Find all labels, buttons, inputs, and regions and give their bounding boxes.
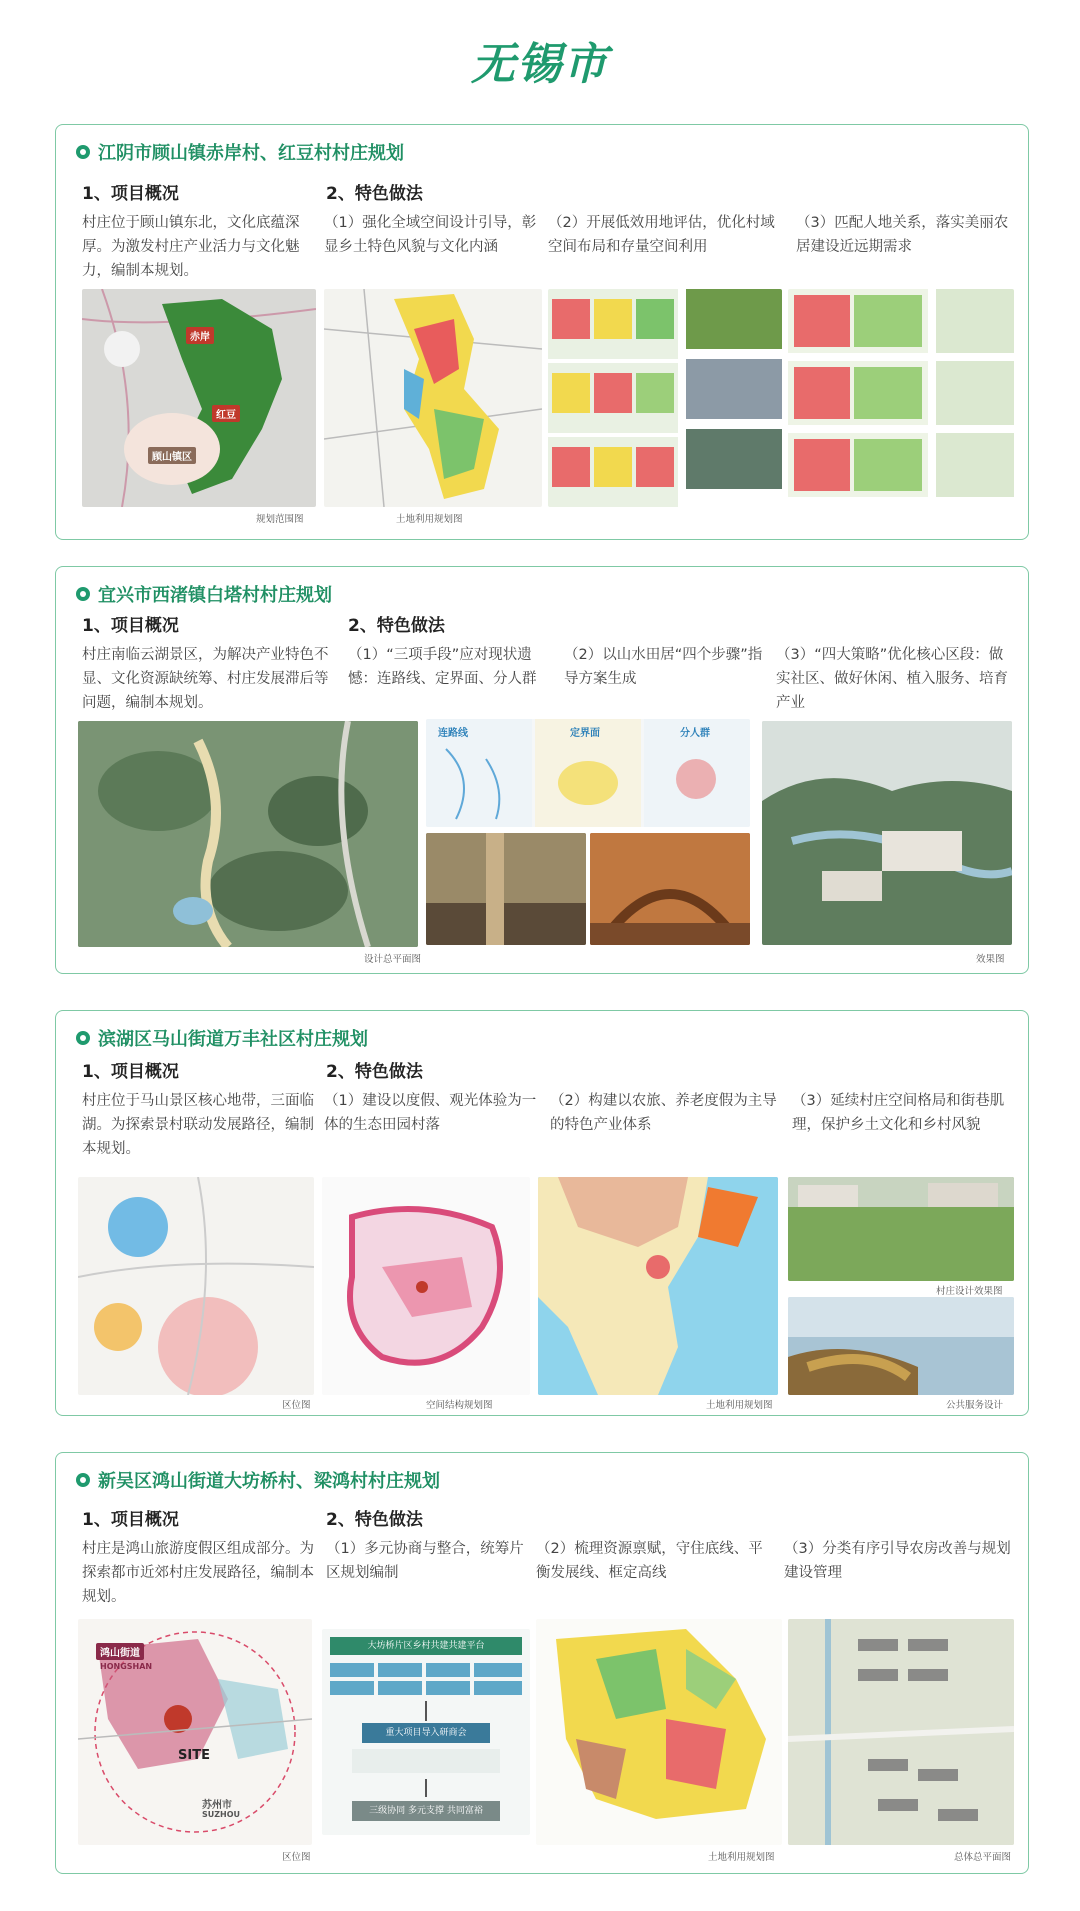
human-land-matching-panel (788, 289, 1014, 507)
land-use-map (324, 289, 542, 507)
page-title: 无锡市 (471, 39, 609, 90)
caption: 区位图 (282, 1400, 311, 1411)
caption: 空间结构规划图 (426, 1400, 493, 1411)
section-overview: 1、项目概况 (82, 184, 179, 204)
card-title: 新吴区鸿山街道大坊桥村、梁鸿村村庄规划 (76, 1467, 440, 1493)
feature-point-2: （2）以山水田居“四个步骤”指导方案生成 (564, 647, 763, 687)
project-card-2 (55, 566, 1029, 974)
caption: 效果图 (976, 954, 1005, 965)
caption: 区位图 (282, 1852, 311, 1863)
map-label: 鸿山街道 (96, 1643, 144, 1660)
bullet-icon (76, 1473, 90, 1487)
feature-point-1: （1）“三项手段”应对现状遗憾：连路线、定界面、分人群 (348, 647, 537, 687)
caption: 村庄设计效果图 (936, 1286, 1003, 1297)
caption: 规划范围图 (256, 514, 304, 525)
section-features: 2、特色做法 (326, 1510, 423, 1530)
feature-point-3: （3）延续村庄空间格局和街巷肌理，保护乡土文化和乡村风貌 (792, 1093, 1005, 1133)
feature-point-2: （2）梳理资源禀赋，守住底线、平衡发展线、框定高线 (536, 1541, 763, 1581)
panel-label: 连路线 (438, 728, 468, 739)
land-use-map (538, 1177, 778, 1395)
feature-point-1: （1）强化全域空间设计引导，彰显乡土特色风貌与文化内涵 (324, 215, 537, 255)
project-card-4 (55, 1452, 1029, 1874)
map-label: HONGSHAN (100, 1662, 153, 1671)
planning-area-map (82, 289, 316, 507)
master-plan-image (78, 721, 418, 947)
section-overview: 1、项目概况 (82, 616, 179, 636)
feature-point-3: （3）匹配人地关系，落实美丽农居建设近远期需求 (796, 215, 1009, 255)
collaboration-platform-diagram (322, 1629, 530, 1835)
flow-middle: 重大项目导入研商会 (362, 1723, 490, 1743)
feature-point-1: （1）建设以度假、观光体验为一体的生态田园村落 (324, 1093, 537, 1133)
caption: 设计总平面图 (364, 954, 422, 965)
bullet-icon (76, 1031, 90, 1045)
site-photo (426, 833, 586, 945)
feature-point-3: （3）“四大策略”优化核心区段：做实社区、做好休闲、植入服务、培育产业 (776, 647, 1008, 711)
caption: 土地利用规划图 (396, 514, 463, 525)
spatial-structure-map (322, 1177, 530, 1395)
caption: 总体总平面图 (954, 1852, 1012, 1863)
panel-label: 定界面 (570, 728, 600, 739)
location-map (78, 1619, 312, 1845)
section-features: 2、特色做法 (348, 616, 445, 636)
card-title: 滨湖区马山街道万丰社区村庄规划 (76, 1025, 368, 1051)
section-overview: 1、项目概况 (82, 1062, 179, 1082)
overview-text: 村庄位于顾山镇东北，文化底蕴深厚。为激发村庄产业活力与文化魅力，编制本规划。 (82, 215, 300, 279)
panel-label: 分人群 (680, 728, 710, 739)
project-card-1 (55, 124, 1029, 540)
public-service-design (788, 1297, 1014, 1395)
map-label: SUZHOU (202, 1810, 241, 1819)
map-label: SITE (178, 1748, 210, 1763)
location-map (78, 1177, 314, 1395)
bullet-icon (76, 587, 90, 601)
map-label: 红豆 (212, 405, 240, 422)
section-features: 2、特色做法 (326, 1062, 423, 1082)
caption: 土地利用规划图 (706, 1400, 773, 1411)
map-label: 苏州市 (202, 1800, 232, 1811)
caption: 土地利用规划图 (708, 1852, 775, 1863)
overview-text: 村庄位于马山景区核心地带，三面临湖。为探索景村联动发展路径，编制本规划。 (82, 1093, 314, 1157)
low-efficiency-evaluation-panel (548, 289, 782, 507)
flow-title: 大坊桥片区乡村共建共建平台 (330, 1637, 522, 1655)
feature-point-1: （1）多元协商与整合，统筹片区规划编制 (326, 1541, 524, 1581)
caption: 公共服务设计 (946, 1400, 1004, 1411)
feature-point-2: （2）构建以农旅、养老度假为主导的特色产业体系 (550, 1093, 777, 1133)
bullet-icon (76, 145, 90, 159)
project-card-3 (55, 1010, 1029, 1416)
village-design-rendering (788, 1177, 1014, 1281)
card-title: 宜兴市西渚镇白塔村村庄规划 (76, 581, 332, 607)
feature-point-2: （2）开展低效用地评估，优化村域空间布局和存量空间利用 (548, 215, 775, 255)
site-photo (590, 833, 750, 945)
overall-site-plan (788, 1619, 1014, 1845)
overview-text: 村庄南临云湖景区，为解决产业特色不显、文化资源缺统筹、村庄发展滞后等问题，编制本规划。 (82, 647, 329, 711)
feature-point-3: （3）分类有序引导农房改善与规划建设管理 (784, 1541, 1011, 1581)
section-features: 2、特色做法 (326, 184, 423, 204)
rendering-image (762, 721, 1012, 945)
land-use-map (536, 1619, 782, 1845)
section-overview: 1、项目概况 (82, 1510, 179, 1530)
three-means-diagram (426, 719, 750, 827)
card-title: 江阴市顾山镇赤岸村、红豆村村庄规划 (76, 139, 404, 165)
overview-text: 村庄是鸿山旅游度假区组成部分。为探索都市近郊村庄发展路径，编制本规划。 (82, 1541, 314, 1605)
map-label: 顾山镇区 (148, 447, 196, 464)
flow-bottom: 三级协同 多元支撑 共同富裕 (352, 1801, 500, 1821)
map-label: 赤岸 (186, 327, 214, 344)
